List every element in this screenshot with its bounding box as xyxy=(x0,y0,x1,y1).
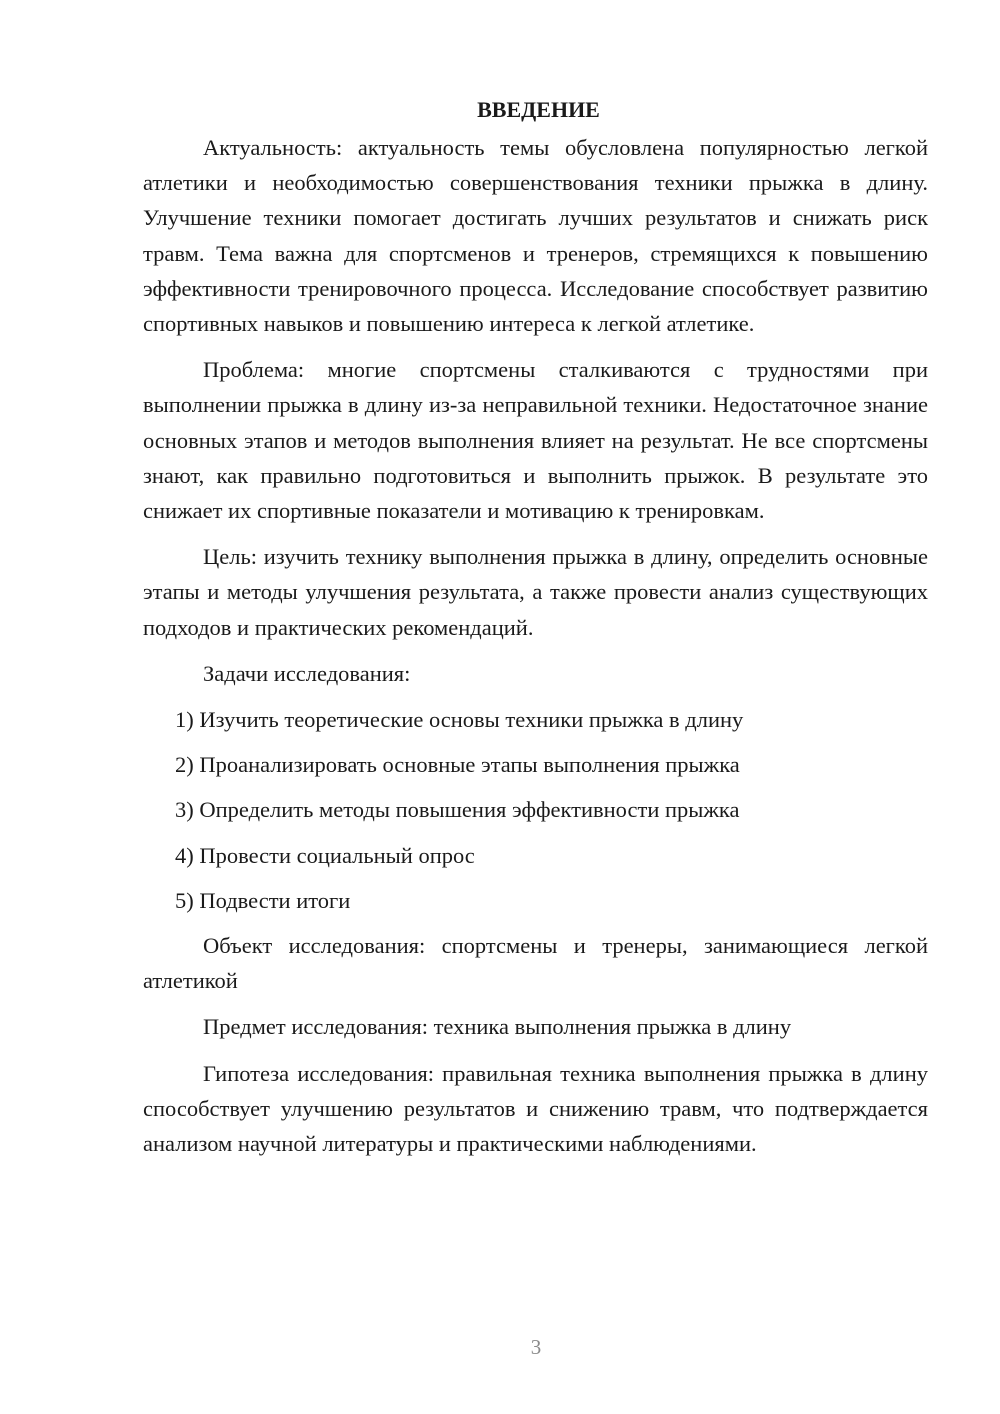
object-paragraph: Объект исследования: спортсмены и тренеры, занимающиеся легкой атлетикой xyxy=(143,933,928,994)
relevance-paragraph: Актуальность: актуальность темы обусловлена популярностью легкой атлетики и необходимостью совершенствования техники прыжка в длину. Улучшение техники помогает достигать лучших результатов и снижать риск травм. Тема важна для спортсменов и тренеров, стремящихся к повышению эффективности тренировочного процесса. Исследование способствует развитию спортивных навыков и повышению интереса к легкой атлетике. xyxy=(143,135,928,337)
page-content xyxy=(143,92,928,1172)
tasks-list xyxy=(143,702,928,918)
tasks-heading: Задачи исследования: xyxy=(203,660,411,686)
hypothesis-paragraph: Гипотеза исследования: правильная техника выполнения прыжка в длину способствует улучшению результатов и снижению травм, что подтверждается анализом научной литературы и практическими наблюдениями. xyxy=(143,1060,928,1157)
task-item-3: 3) Определить методы повышения эффективности прыжка xyxy=(175,797,740,823)
task-item-4: 4) Провести социальный опрос xyxy=(175,842,475,868)
task-item-2: 2) Проанализировать основные этапы выполнения прыжка xyxy=(175,752,740,778)
page-number: 3 xyxy=(530,1335,542,1359)
page-title: ВВЕДЕНИЕ xyxy=(477,97,600,122)
subject-paragraph: Предмет исследования: техника выполнения прыжка в длину xyxy=(203,1014,792,1040)
task-item-1: 1) Изучить теоретические основы техники прыжка в длину xyxy=(175,707,744,733)
goal-paragraph: Цель: изучить технику выполнения прыжка в длину, определить основные этапы и методы улучшения результата, а также провести анализ существующих подходов и практических рекомендаций. xyxy=(143,544,928,640)
problem-paragraph: Проблема: многие спортсмены сталкиваются с трудностями при выполнении прыжка в длину из-за неправильной техники. Недостаточное знание основных этапов и методов выполнения влияет на результат. Не все спортсмены знают, как правильно подготовиться и выполнить прыжок. В результате это снижает их спортивные показатели и мотивацию к тренировкам. xyxy=(143,357,928,524)
task-item-5: 5) Подвести итоги xyxy=(175,887,351,913)
